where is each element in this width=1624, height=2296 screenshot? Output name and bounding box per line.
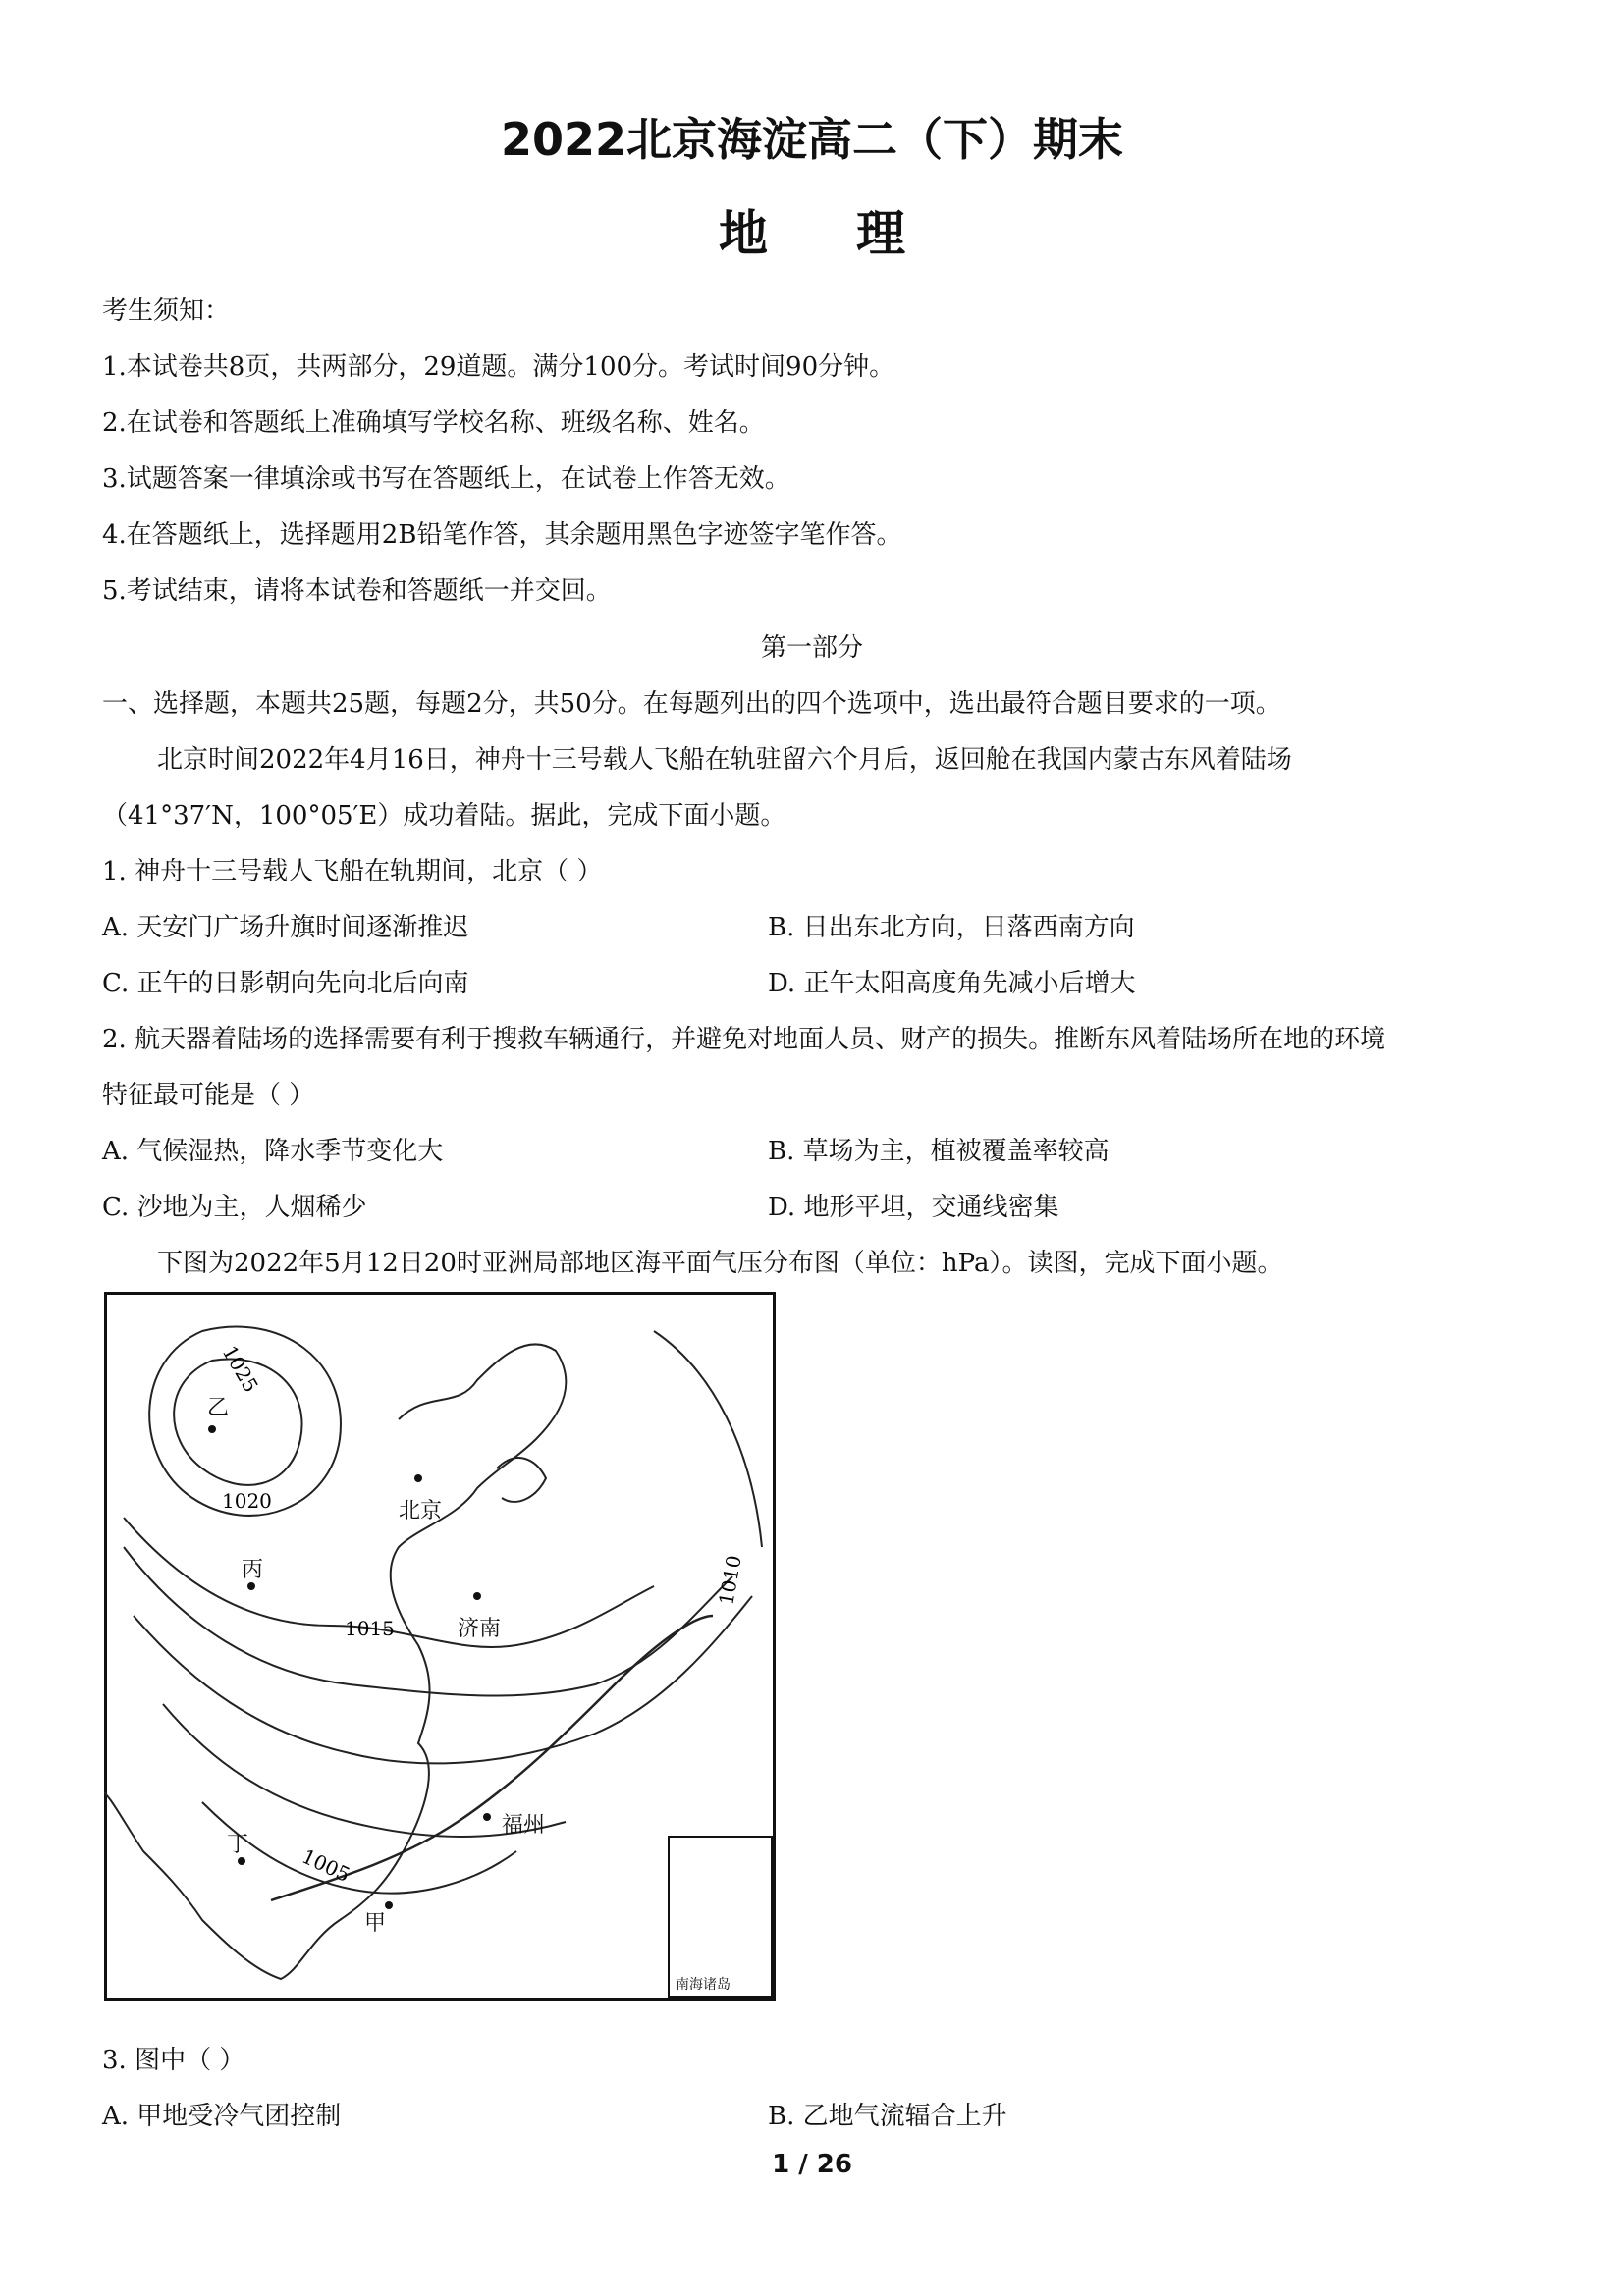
bing-label: 丙 — [242, 1558, 264, 1582]
q3-option-b: B. 乙地气流辐合上升 — [768, 2102, 1007, 2131]
section-instructions: 一、选择题，本题共25题，每题2分，共50分。在每题列出的四个选项中，选出最符合题目要求的一项。 — [102, 689, 1281, 719]
isobar-label: 1015 — [345, 1617, 395, 1640]
beijing-marker — [414, 1474, 422, 1482]
jinan-label: 济南 — [458, 1617, 502, 1641]
fuzhou-marker — [483, 1813, 491, 1821]
isobar-label: 1025 — [217, 1341, 263, 1397]
passage2: 下图为2022年5月12日20时亚洲局部地区海平面气压分布图（单位：hPa）。读图，完成下面小题。 — [157, 1249, 1283, 1278]
subject-title: 地理 — [719, 205, 994, 262]
beijing-label: 北京 — [399, 1499, 443, 1523]
ding-label: 丁 — [227, 1833, 249, 1857]
jinan-marker — [473, 1592, 481, 1600]
isobar-label: 1010 — [714, 1553, 746, 1607]
pressure-map — [104, 1292, 776, 2001]
isobar-label: 1005 — [298, 1843, 354, 1888]
notice-item-1: 1.本试卷共8页，共两部分，29道题。满分100分。考试时间90分钟。 — [102, 352, 895, 382]
notice-item-2: 2.在试卷和答题纸上准确填写学校名称、班级名称、姓名。 — [102, 408, 765, 438]
notice-item-5: 5.考试结束，请将本试卷和答题纸一并交回。 — [102, 576, 612, 606]
q2-option-b: B. 草场为主，植被覆盖率较高 — [768, 1137, 1110, 1166]
part-heading: 第一部分 — [760, 633, 863, 663]
inset-frame — [669, 1837, 772, 1997]
question-2-stem-line1: 2. 航天器着陆场的选择需要有利于搜救车辆通行，并避免对地面人员、财产的损失。推断东风着陆场所在地的环境 — [102, 1025, 1386, 1054]
passage1-line1: 北京时间2022年4月16日，神舟十三号载人飞船在轨驻留六个月后，返回舱在我国内蒙古东风着陆场 — [157, 745, 1292, 774]
page-number: 1 / 26 — [772, 2150, 852, 2179]
notice-item-4: 4.在答题纸上，选择题用2B铅笔作答，其余题用黑色字迹签字笔作答。 — [102, 520, 902, 550]
yi-label: 乙 — [207, 1396, 230, 1420]
q3-option-a: A. 甲地受冷气团控制 — [102, 2102, 342, 2131]
jia-label: 甲 — [364, 1911, 387, 1936]
isobar-label: 1020 — [222, 1489, 272, 1513]
question-2-stem-line2: 特征最可能是（ ） — [102, 1081, 315, 1110]
exam-title: 2022北京海淀高二（下）期末 — [500, 113, 1124, 166]
fuzhou-label: 福州 — [502, 1813, 546, 1838]
q2-option-a: A. 气候湿热，降水季节变化大 — [102, 1137, 444, 1166]
bing-marker — [247, 1582, 255, 1590]
q2-option-c: C. 沙地为主，人烟稀少 — [102, 1193, 367, 1222]
q2-option-d: D. 地形平坦，交通线密集 — [768, 1193, 1059, 1222]
yi-marker — [208, 1425, 216, 1433]
notice-item-3: 3.试题答案一律填涂或书写在答题纸上，在试卷上作答无效。 — [102, 464, 790, 494]
q1-option-b: B. 日出东北方向，日落西南方向 — [768, 913, 1135, 942]
q1-option-d: D. 正午太阳高度角先减小后增大 — [768, 969, 1136, 998]
q1-option-c: C. 正午的日影朝向先向北后向南 — [102, 969, 469, 998]
q1-option-a: A. 天安门广场升旗时间逐渐推迟 — [102, 913, 469, 942]
notice-heading: 考生须知： — [102, 296, 231, 326]
question-3-stem: 3. 图中（ ） — [102, 2046, 245, 2075]
jia-marker — [385, 1901, 393, 1909]
question-1-stem: 1. 神舟十三号载人飞船在轨期间，北京（ ） — [102, 857, 603, 886]
inset-label: 南海诸岛 — [676, 1977, 731, 1993]
ding-marker — [238, 1857, 245, 1865]
passage1-line2: （41°37′N，100°05′E）成功着陆。据此，完成下面小题。 — [102, 801, 786, 830]
